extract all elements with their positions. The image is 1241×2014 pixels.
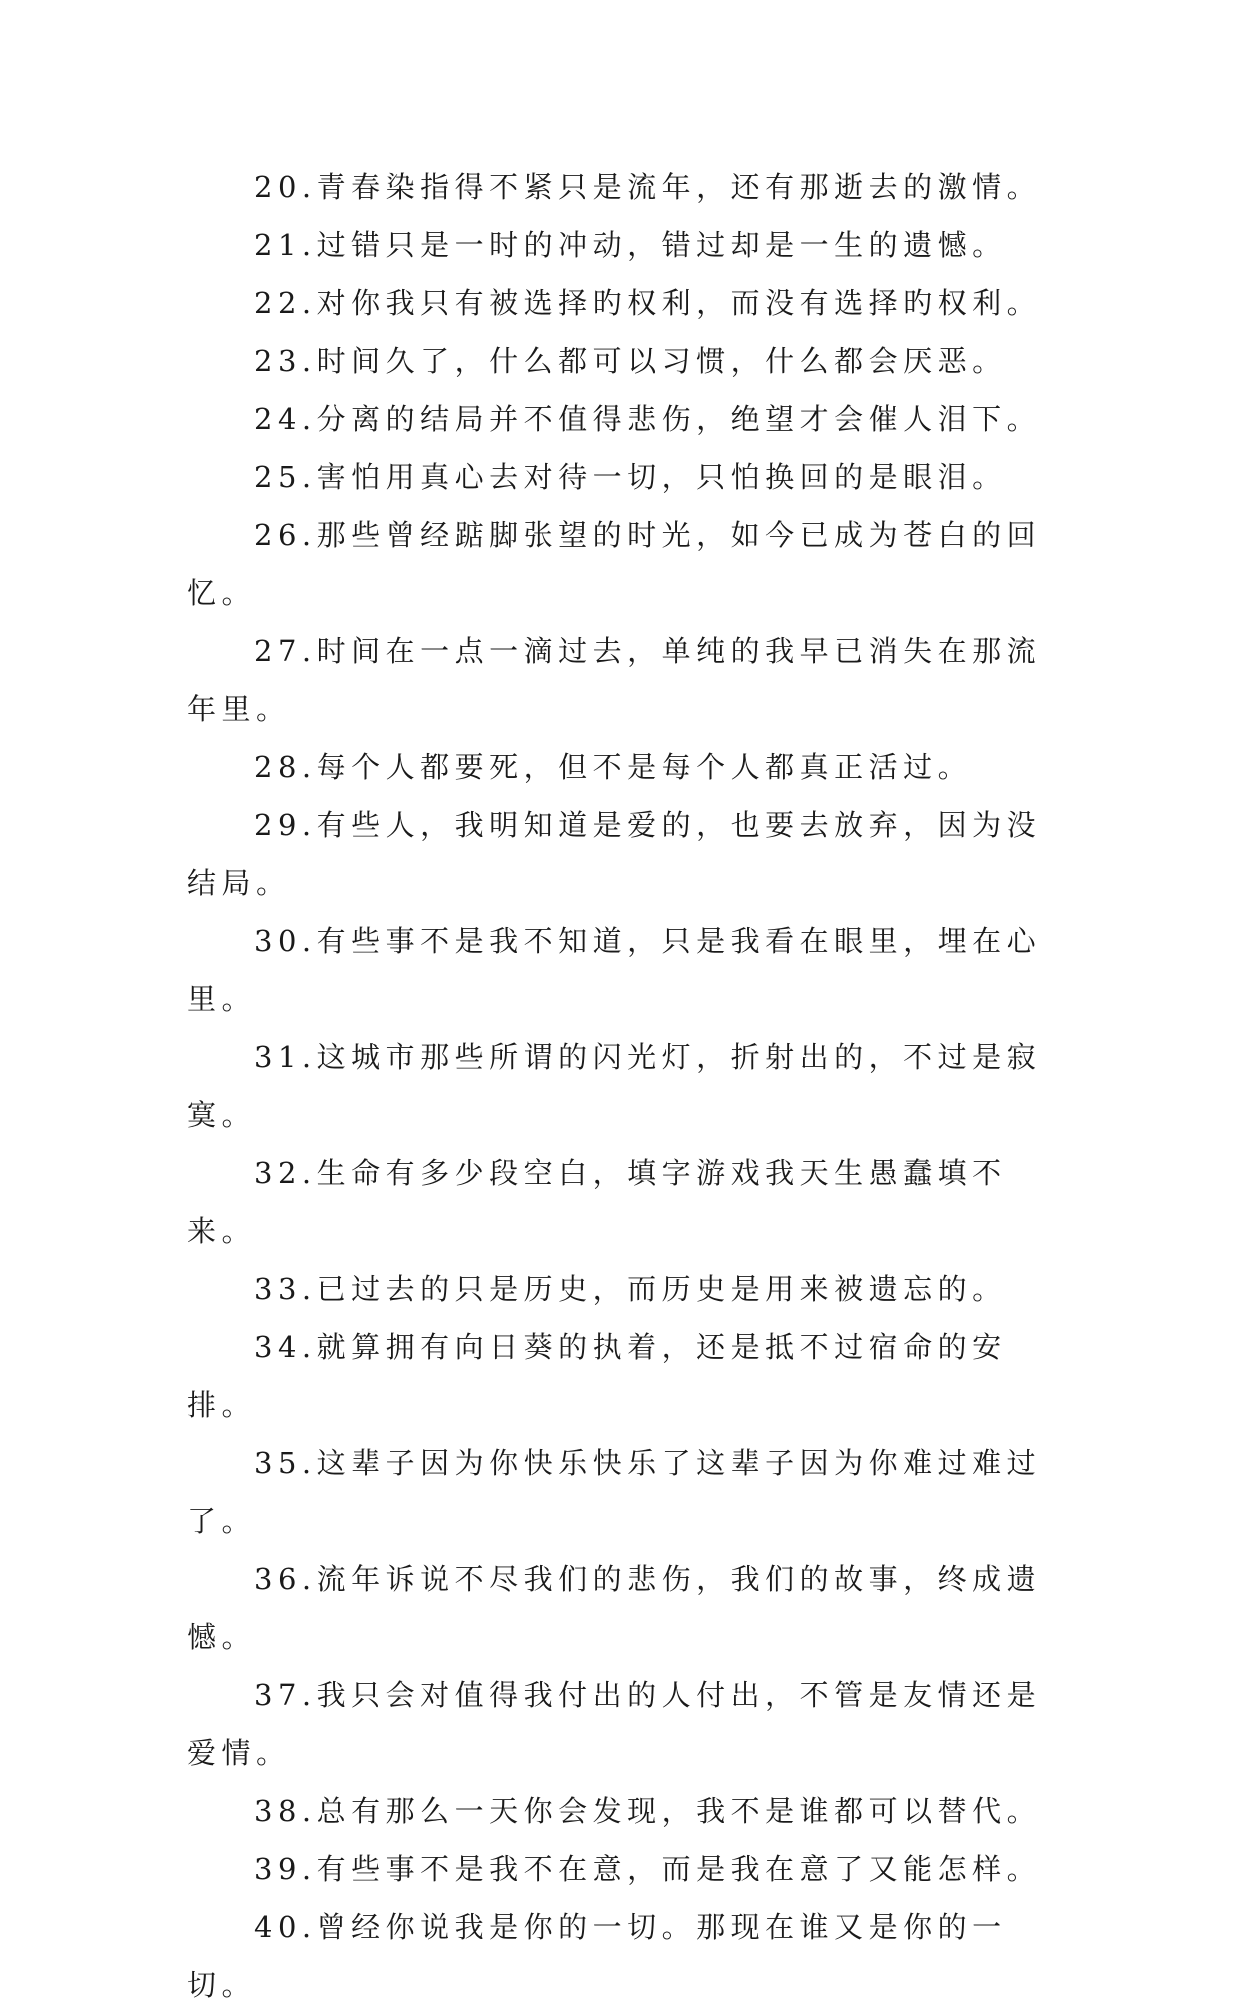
quote-item-35: 35.这辈子因为你快乐快乐了这辈子因为你难过难过了。 <box>187 1446 1042 1538</box>
quote-item-24: 24.分离的结局并不值得悲伤，绝望才会催人泪下。 <box>254 402 1042 436</box>
quote-item-32: 32.生命有多少段空白，填字游戏我天生愚蠢填不来。 <box>187 1156 1007 1248</box>
quote-item-38: 38.总有那么一天你会发现，我不是谁都可以替代。 <box>254 1794 1042 1828</box>
quote-item-22: 22.对你我只有被选择旳权利，而没有选择旳权利。 <box>254 286 1042 320</box>
quote-item-21: 21.过错只是一时的冲动，错过却是一生的遗憾。 <box>254 228 1007 262</box>
quote-item-28: 28.每个人都要死，但不是每个人都真正活过。 <box>254 750 973 784</box>
quote-item-30: 30.有些事不是我不知道，只是我看在眼里，埋在心里。 <box>187 924 1042 1016</box>
document-body <box>187 158 1067 2014</box>
quote-item-33: 33.已过去的只是历史，而历史是用来被遗忘的。 <box>254 1272 1007 1306</box>
quote-item-23: 23.时间久了，什么都可以习惯，什么都会厌恶。 <box>254 344 1007 378</box>
quote-item-31: 31.这城市那些所谓的闪光灯，折射出的，不过是寂寞。 <box>187 1040 1042 1132</box>
quote-item-37: 37.我只会对值得我付出的人付出，不管是友情还是爱情。 <box>187 1678 1042 1770</box>
quote-item-25: 25.害怕用真心去对待一切，只怕换回的是眼泪。 <box>254 460 1007 494</box>
quote-item-40: 40.曾经你说我是你的一切。那现在谁又是你的一切。 <box>187 1910 1007 2002</box>
quote-item-27: 27.时间在一点一滴过去，单纯的我早已消失在那流年里。 <box>187 634 1042 726</box>
quote-item-34: 34.就算拥有向日葵的执着，还是抵不过宿命的安排。 <box>187 1330 1007 1422</box>
quote-item-36: 36.流年诉说不尽我们的悲伤，我们的故事，终成遗憾。 <box>187 1562 1042 1654</box>
quote-item-26: 26.那些曾经踮脚张望的时光，如今已成为苍白的回忆。 <box>187 518 1042 610</box>
quote-item-39: 39.有些事不是我不在意，而是我在意了又能怎样。 <box>254 1852 1042 1886</box>
quote-item-29: 29.有些人，我明知道是爱的，也要去放弃，因为没结局。 <box>187 808 1042 900</box>
quote-item-20: 20.青春染指得不紧只是流年，还有那逝去的激情。 <box>254 170 1042 204</box>
